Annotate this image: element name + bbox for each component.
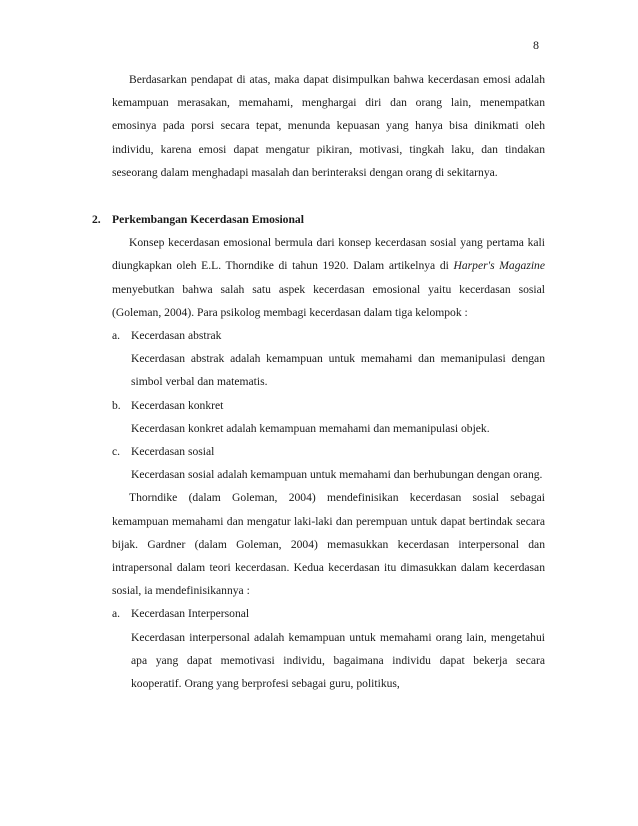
intro-paragraph: Berdasarkan pendapat di atas, maka dapat disimpulkan bahwa kecerdasan emosi adalah kemampuan merasakan, memahami, menghargai diri dan orang lain, menempatkan emosinya pada porsi secara tepat, menunda kepuasan yang hanya bisa dinikmati oleh individu, karena emosi dapat mengatur pikiran, motivasi, tingkah laku, dan tindakan seseorang dalam menghadapi masalah dan berinteraksi dengan orang di sekitarnya. <box>112 73 545 179</box>
list-item <box>112 394 545 440</box>
list-item <box>112 324 545 394</box>
list-item <box>112 602 545 695</box>
section-heading <box>92 208 545 231</box>
paragraph-text: Konsep kecerdasan emosional bermula dari konsep kecerdasan sosial yang pertama kali diungkapkan oleh E.L. Thorndike di tahun 1920. Dalam artikelnya di <box>112 236 545 273</box>
list-item-body: Kecerdasan sosial adalah kemampuan untuk memahami dan berhubungan dengan orang. <box>131 468 543 482</box>
list-item-title: Kecerdasan konkret <box>131 398 224 412</box>
list-marker: a. <box>112 607 121 621</box>
list-marker: b. <box>112 398 121 412</box>
section-paragraph-2: Thorndike (dalam Goleman, 2004) mendefinisikan kecerdasan sosial sebagai kemampuan memahami dan mengatur laki-laki dan perempuan untuk dapat bertindak secara bijak. Gardner (dalam Goleman, 2004) memasukkan kecerdasan interpersonal dan intrapersonal dalam teori kecerdasan. Kedua kecerdasan itu dimasukkan dalam kecerdasan sosial, ia mendefinisikannya : <box>112 491 545 598</box>
list-item-title: Kecerdasan abstrak <box>131 329 222 343</box>
list-item-body: Kecerdasan interpersonal adalah kemampuan untuk memahami orang lain, mengetahui apa yang dapat memotivasi individu, bagaimana individu dapat bekerja secara kooperatif. Orang yang berprofesi sebagai guru, politikus, <box>131 630 545 691</box>
list-marker: c. <box>112 445 121 459</box>
list-marker: a. <box>112 329 121 343</box>
section-title: Perkembangan Kecerdasan Emosional <box>112 213 304 227</box>
section-number: 2. <box>92 213 101 227</box>
list-item-title: Kecerdasan sosial <box>131 445 215 459</box>
paragraph-spacer <box>112 184 545 208</box>
paragraph-text: menyebutkan bahwa salah satu aspek kecerdasan emosional yaitu kecerdasan sosial (Goleman, 2004). Para psikolog membagi kecerdasan dalam tiga kelompok : <box>112 282 545 319</box>
list-item-body: Kecerdasan abstrak adalah kemampuan untuk memahami dan memanipulasi dengan simbol verbal dan matematis. <box>131 352 545 389</box>
list-item <box>112 440 545 486</box>
list-item-body: Kecerdasan konkret adalah kemampuan memahami dan memanipulasi objek. <box>131 421 490 435</box>
magazine-title: Harper's Magazine <box>453 259 545 273</box>
document-body <box>92 68 545 695</box>
page-number: 8 <box>533 38 539 52</box>
section-paragraph-1 <box>112 231 545 324</box>
list-item-title: Kecerdasan Interpersonal <box>131 607 250 621</box>
